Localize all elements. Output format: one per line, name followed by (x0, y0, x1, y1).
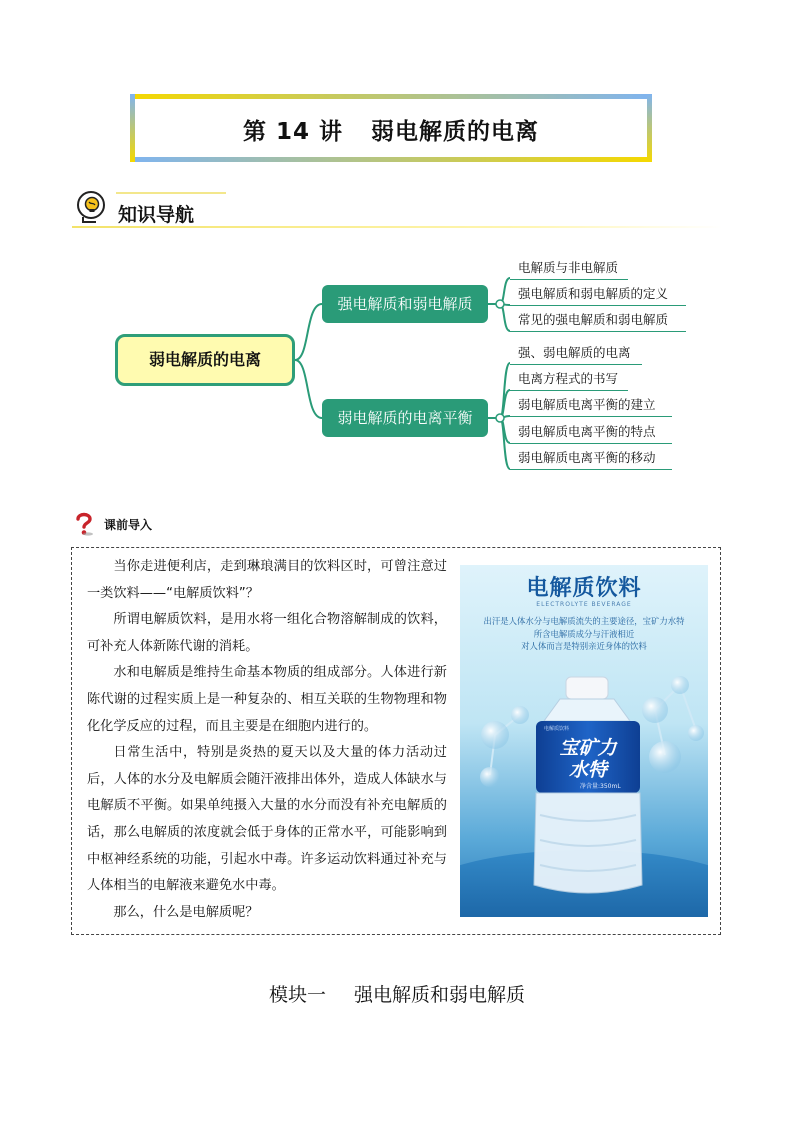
bottle-volume: 净含量:350mL (580, 783, 621, 790)
module-heading (0, 980, 794, 1007)
lesson-number: 第 14 讲 (242, 119, 344, 145)
mindmap-leaf: 强电解质和弱电解质的定义 (510, 284, 686, 306)
mindmap-branch-strong-weak: 强电解质和弱电解质 (322, 285, 488, 323)
title-banner (130, 94, 652, 162)
intro-text (87, 554, 447, 926)
intro-paragraph: 水和电解质是维持生命基本物质的组成部分。人体进行新陈代谢的过程实质上是一种复杂的、相互关联的生物物理和物化化学反应的过程，而且主要是在细胞内进行的。 (87, 665, 447, 734)
product-desc-line: 出汗是人体水分与电解质流失的主要途径，宝矿力水特 (483, 616, 685, 626)
mindmap-branch-equilibrium: 弱电解质的电离平衡 (322, 399, 488, 437)
knowledge-nav-header (72, 188, 722, 232)
mindmap-leaf: 常见的强电解质和弱电解质 (510, 310, 686, 332)
banner-border-bottom (130, 157, 652, 162)
page-title (130, 113, 652, 146)
mindmap-leaf: 强、弱电解质的电离 (510, 343, 642, 365)
header-underline (72, 226, 722, 228)
bottle-label-top: 电解质饮料 (544, 726, 570, 732)
banner-border-top (130, 94, 652, 99)
product-desc-line: 所含电解质成分与汗液相近 (533, 628, 635, 639)
bottle-brand-line1: 宝矿力 (559, 737, 617, 759)
mindmap-leaf: 弱电解质电离平衡的特点 (510, 422, 672, 444)
module-name: 强电解质和弱电解质 (354, 984, 526, 1006)
intro-paragraph: 当你走进便利店，走到琳琅满目的饮料区时，可曾注意过一类饮料——“电解质饮料”？ (87, 559, 447, 601)
mindmap-leaf: 弱电解质电离平衡的建立 (510, 395, 672, 417)
head-bulb-icon (74, 190, 108, 224)
mind-map (0, 250, 794, 480)
mindmap-root: 弱电解质的电离 (115, 334, 295, 386)
module-index: 模块一 (268, 984, 326, 1006)
bottle-brand-line2: 水特 (568, 759, 607, 781)
lesson-topic: 弱电解质的电离 (371, 119, 540, 145)
product-subheading: ELECTROLYTE BEVERAGE (536, 601, 632, 608)
header-accent-line (116, 192, 226, 194)
mindmap-leaf: 电解质与非电解质 (510, 258, 628, 280)
intro-paragraph: 所谓电解质饮料，是用水将一组化合物溶解制成的饮料，可补充人体新陈代谢的消耗。 (87, 612, 447, 654)
intro-paragraph: 日常生活中，特别是炎热的夏天以及大量的体力活动过后，人体的水分及电解质会随汗液排出体外，造成人体缺水与电解质不平衡。如果单纯摄入大量的水分而没有补充电解质的话，那么电解质的浓度就会低于身体的正常水平，可能影响到中枢神经系统的功能，引起水中毒。许多运动饮料通过补充与人体相当的电解液来避免水中毒。 (87, 745, 447, 894)
intro-label: 课前导入 (104, 518, 153, 532)
intro-paragraph: 那么，什么是电解质呢？ (113, 904, 259, 920)
question-mark-icon (74, 512, 94, 536)
product-heading: 电解质饮料 (526, 576, 642, 601)
electrolyte-drink-image (460, 565, 708, 917)
mindmap-leaf: 弱电解质电离平衡的移动 (510, 448, 672, 470)
mindmap-leaf: 电离方程式的书写 (510, 369, 628, 391)
product-desc-line: 对人体而言是特别亲近身体的饮料 (521, 641, 647, 651)
knowledge-nav-label: 知识导航 (118, 204, 195, 226)
